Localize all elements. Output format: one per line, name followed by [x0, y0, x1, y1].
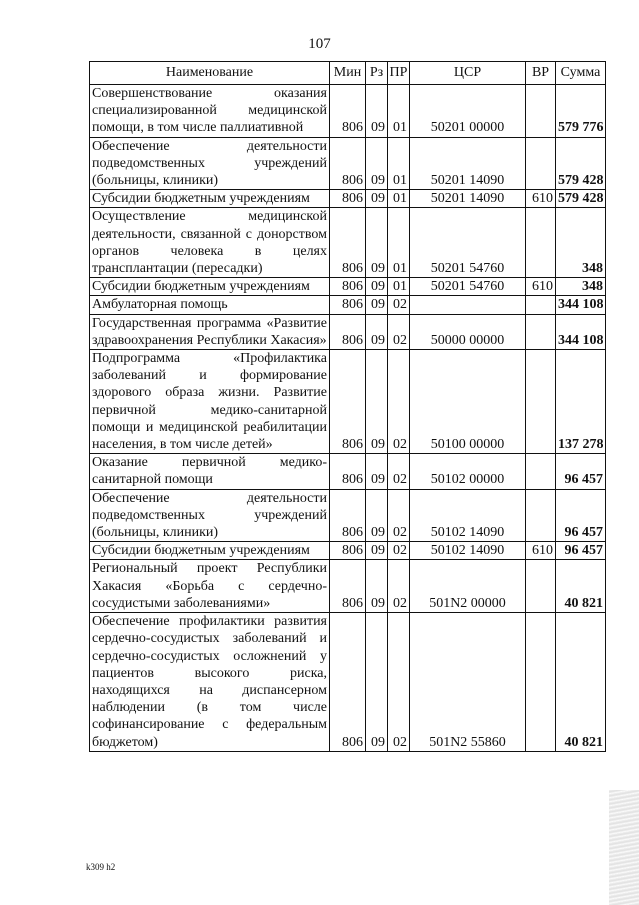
- header-rz: Рз: [366, 62, 388, 85]
- cell-pr: 02: [388, 314, 410, 349]
- cell-min: 806: [330, 137, 366, 190]
- table-header-row: [90, 62, 606, 85]
- table-row: [90, 190, 606, 208]
- header-min: Мин: [330, 62, 366, 85]
- cell-pr: 01: [388, 85, 410, 138]
- cell-min: 806: [330, 278, 366, 296]
- cell-csr: [410, 296, 526, 314]
- table-row: [90, 560, 606, 613]
- cell-vr: [526, 350, 556, 454]
- table-row: [90, 542, 606, 560]
- cell-rz: 09: [366, 208, 388, 278]
- table-row: [90, 350, 606, 454]
- footer-code: k309 h2: [86, 862, 116, 872]
- cell-sum: 348: [556, 278, 606, 296]
- cell-vr: [526, 85, 556, 138]
- cell-rz: 09: [366, 560, 388, 613]
- table-row: [90, 489, 606, 542]
- table-row: [90, 137, 606, 190]
- cell-sum: 344 108: [556, 314, 606, 349]
- cell-pr: 02: [388, 454, 410, 489]
- cell-sum: 96 457: [556, 454, 606, 489]
- cell-sum: 579 776: [556, 85, 606, 138]
- cell-name: Субсидии бюджетным учреждениям: [90, 190, 330, 208]
- cell-name: Региональный проект Республики Хакасия «Борьба с сердечно-сосудистыми заболеваниями»: [90, 560, 330, 613]
- header-name: Наименование: [90, 62, 330, 85]
- cell-sum: 348: [556, 208, 606, 278]
- cell-csr: 50201 14090: [410, 190, 526, 208]
- table-row: [90, 613, 606, 752]
- table-row: [90, 454, 606, 489]
- budget-table: [89, 61, 606, 752]
- cell-pr: 02: [388, 296, 410, 314]
- cell-min: 806: [330, 296, 366, 314]
- cell-name: Обеспечение деятельности подведомственных учреждений (больницы, клиники): [90, 489, 330, 542]
- cell-name: Оказание первичной медико-санитарной помощи: [90, 454, 330, 489]
- cell-pr: 02: [388, 350, 410, 454]
- cell-csr: 501N2 00000: [410, 560, 526, 613]
- cell-rz: 09: [366, 542, 388, 560]
- cell-csr: 501N2 55860: [410, 613, 526, 752]
- scan-noise: [609, 790, 639, 905]
- cell-rz: 09: [366, 350, 388, 454]
- cell-csr: 50201 00000: [410, 85, 526, 138]
- cell-min: 806: [330, 560, 366, 613]
- cell-name: Амбулаторная помощь: [90, 296, 330, 314]
- cell-pr: 02: [388, 489, 410, 542]
- cell-sum: 40 821: [556, 560, 606, 613]
- cell-vr: [526, 137, 556, 190]
- cell-pr: 01: [388, 137, 410, 190]
- header-vr: ВР: [526, 62, 556, 85]
- cell-csr: 50100 00000: [410, 350, 526, 454]
- cell-min: 806: [330, 314, 366, 349]
- cell-rz: 09: [366, 278, 388, 296]
- cell-vr: [526, 489, 556, 542]
- cell-name: Подпрограмма «Профилактика заболеваний и формирование здорового образа жизни. Развитие первичной медико-санитарной помощи и медицинской реабилитации населения, в том числе детей»: [90, 350, 330, 454]
- cell-vr: [526, 296, 556, 314]
- table-row: [90, 278, 606, 296]
- cell-min: 806: [330, 489, 366, 542]
- cell-pr: 01: [388, 278, 410, 296]
- cell-min: 806: [330, 454, 366, 489]
- cell-vr: [526, 454, 556, 489]
- cell-rz: 09: [366, 314, 388, 349]
- cell-rz: 09: [366, 613, 388, 752]
- cell-vr: 610: [526, 190, 556, 208]
- cell-pr: 01: [388, 190, 410, 208]
- cell-pr: 02: [388, 613, 410, 752]
- cell-vr: [526, 314, 556, 349]
- cell-sum: 40 821: [556, 613, 606, 752]
- cell-rz: 09: [366, 489, 388, 542]
- cell-name: Обеспечение деятельности подведомственных учреждений (больницы, клиники): [90, 137, 330, 190]
- cell-vr: [526, 560, 556, 613]
- cell-rz: 09: [366, 454, 388, 489]
- cell-sum: 344 108: [556, 296, 606, 314]
- cell-min: 806: [330, 85, 366, 138]
- cell-pr: 02: [388, 560, 410, 613]
- cell-sum: 96 457: [556, 489, 606, 542]
- cell-csr: 50102 00000: [410, 454, 526, 489]
- cell-name: Государственная программа «Развитие здравоохранения Республики Хакасия»: [90, 314, 330, 349]
- cell-rz: 09: [366, 190, 388, 208]
- header-sum: Сумма: [556, 62, 606, 85]
- cell-sum: 137 278: [556, 350, 606, 454]
- cell-vr: 610: [526, 278, 556, 296]
- cell-min: 806: [330, 542, 366, 560]
- cell-csr: 50201 54760: [410, 208, 526, 278]
- table-row: [90, 85, 606, 138]
- cell-sum: 579 428: [556, 137, 606, 190]
- cell-min: 806: [330, 190, 366, 208]
- header-csr: ЦСР: [410, 62, 526, 85]
- cell-rz: 09: [366, 137, 388, 190]
- cell-name: Осуществление медицинской деятельности, связанной с донорством органов человека в целях трансплантации (пересадки): [90, 208, 330, 278]
- table-row: [90, 296, 606, 314]
- cell-vr: [526, 208, 556, 278]
- table-row: [90, 314, 606, 349]
- cell-min: 806: [330, 613, 366, 752]
- header-pr: ПР: [388, 62, 410, 85]
- cell-csr: 50102 14090: [410, 489, 526, 542]
- cell-csr: 50201 54760: [410, 278, 526, 296]
- cell-min: 806: [330, 350, 366, 454]
- cell-pr: 02: [388, 542, 410, 560]
- page-number: 107: [308, 36, 331, 52]
- table-row: [90, 208, 606, 278]
- cell-csr: 50102 14090: [410, 542, 526, 560]
- cell-name: Субсидии бюджетным учреждениям: [90, 542, 330, 560]
- cell-name: Совершенствование оказания специализированной медицинской помощи, в том числе паллиативной: [90, 85, 330, 138]
- cell-vr: [526, 613, 556, 752]
- cell-sum: 579 428: [556, 190, 606, 208]
- cell-sum: 96 457: [556, 542, 606, 560]
- cell-vr: 610: [526, 542, 556, 560]
- cell-rz: 09: [366, 296, 388, 314]
- cell-rz: 09: [366, 85, 388, 138]
- cell-name: Обеспечение профилактики развития сердечно-сосудистых заболеваний и сердечно-сосудистых осложнений у пациентов высокого риска, находящихся на диспансерном наблюдении (в том числе софинансирование с федеральным бюджетом): [90, 613, 330, 752]
- table-body: [90, 85, 606, 752]
- cell-csr: 50000 00000: [410, 314, 526, 349]
- cell-min: 806: [330, 208, 366, 278]
- cell-csr: 50201 14090: [410, 137, 526, 190]
- cell-name: Субсидии бюджетным учреждениям: [90, 278, 330, 296]
- cell-pr: 01: [388, 208, 410, 278]
